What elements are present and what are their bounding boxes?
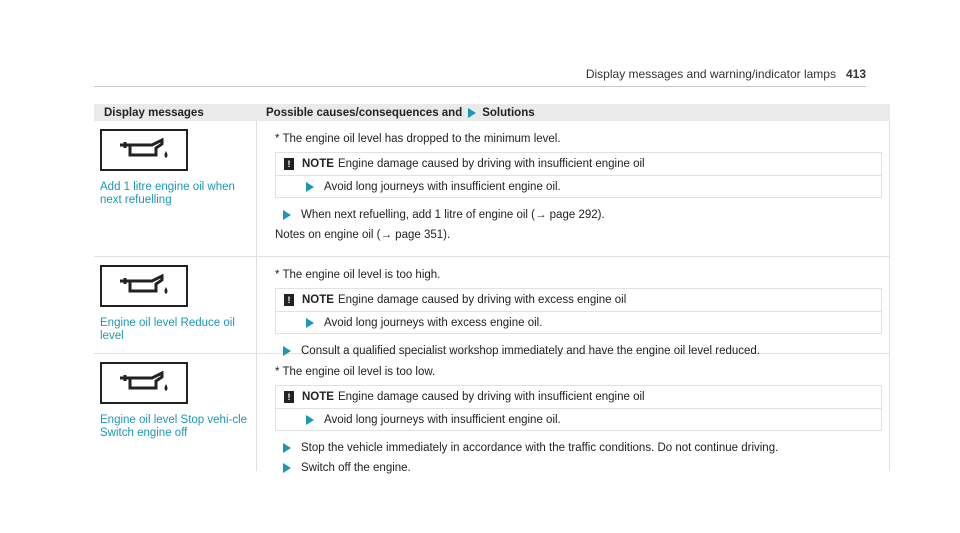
cause-text: * The engine oil level is too high. (275, 269, 441, 281)
note-label: NOTE (302, 294, 334, 306)
note-label: NOTE (302, 158, 334, 170)
solution-step (275, 461, 882, 475)
cause-cell (256, 121, 890, 256)
column-header-causes-label: Possible causes/consequences and (266, 106, 463, 119)
column-header-causes (256, 107, 890, 119)
solution-text: Consult a qualified specialist workshop immediately and have the engine oil level reduced. (301, 345, 760, 357)
warning-icon: ! (284, 158, 294, 170)
note-box (275, 288, 882, 334)
note-text: Engine damage caused by driving with insufficient engine oil (337, 158, 645, 170)
cause-text: * The engine oil level has dropped to the minimum level. (275, 133, 561, 145)
note-box (275, 152, 882, 198)
step-arrow-icon (283, 210, 291, 220)
message-cell (94, 121, 256, 256)
cause-cell (256, 354, 890, 474)
engine-oil-level-icon (100, 129, 188, 171)
solution-step (275, 208, 882, 222)
display-message: Engine oil level Stop vehi-cle Switch engine off (100, 414, 248, 439)
display-messages-table (94, 104, 890, 474)
cause-text: * The engine oil level is too low. (275, 366, 436, 378)
solution-step (275, 441, 882, 455)
table-row (94, 257, 890, 357)
table-row (94, 121, 890, 257)
solution-text: When next refuelling, add 1 litre of engine oil (→ page 292). (301, 209, 605, 221)
message-cell (94, 257, 256, 353)
note-label: NOTE (302, 391, 334, 403)
extra-info: Notes on engine oil (→ page 351). (275, 229, 451, 241)
column-header-display-messages: Display messages (104, 106, 204, 119)
message-cell (94, 354, 256, 471)
warning-icon: ! (284, 391, 294, 403)
cause-cell (256, 257, 890, 357)
solution-arrow-icon (468, 108, 476, 118)
display-message: Add 1 litre engine oil when next refuelling (100, 181, 235, 206)
note-step: Avoid long journeys with insufficient engine oil. (324, 180, 561, 193)
page-header (586, 67, 866, 81)
page-number: 413 (845, 67, 866, 81)
column-header-solutions-label: Solutions (482, 106, 535, 119)
step-arrow-icon (306, 182, 314, 192)
engine-oil-level-icon (100, 265, 188, 307)
step-arrow-icon (306, 415, 314, 425)
table-row (94, 354, 890, 474)
solution-text: Switch off the engine. (301, 462, 411, 474)
display-message: Engine oil level Reduce oil level (100, 317, 235, 342)
step-arrow-icon (306, 318, 314, 328)
header-divider (94, 86, 866, 87)
note-step: Avoid long journeys with insufficient engine oil. (324, 413, 561, 426)
note-step: Avoid long journeys with excess engine oil. (324, 316, 543, 329)
warning-icon: ! (284, 294, 294, 306)
solution-text: Stop the vehicle immediately in accordance with the traffic conditions. Do not continue driving. (301, 442, 779, 454)
engine-oil-level-icon (100, 362, 188, 404)
table-header (94, 104, 890, 121)
step-arrow-icon (283, 463, 291, 473)
note-box (275, 385, 882, 431)
header-title: Display messages and warning/indicator lamps (585, 67, 836, 81)
note-text: Engine damage caused by driving with insufficient engine oil (337, 391, 645, 403)
note-text: Engine damage caused by driving with excess engine oil (337, 294, 627, 306)
step-arrow-icon (283, 443, 291, 453)
